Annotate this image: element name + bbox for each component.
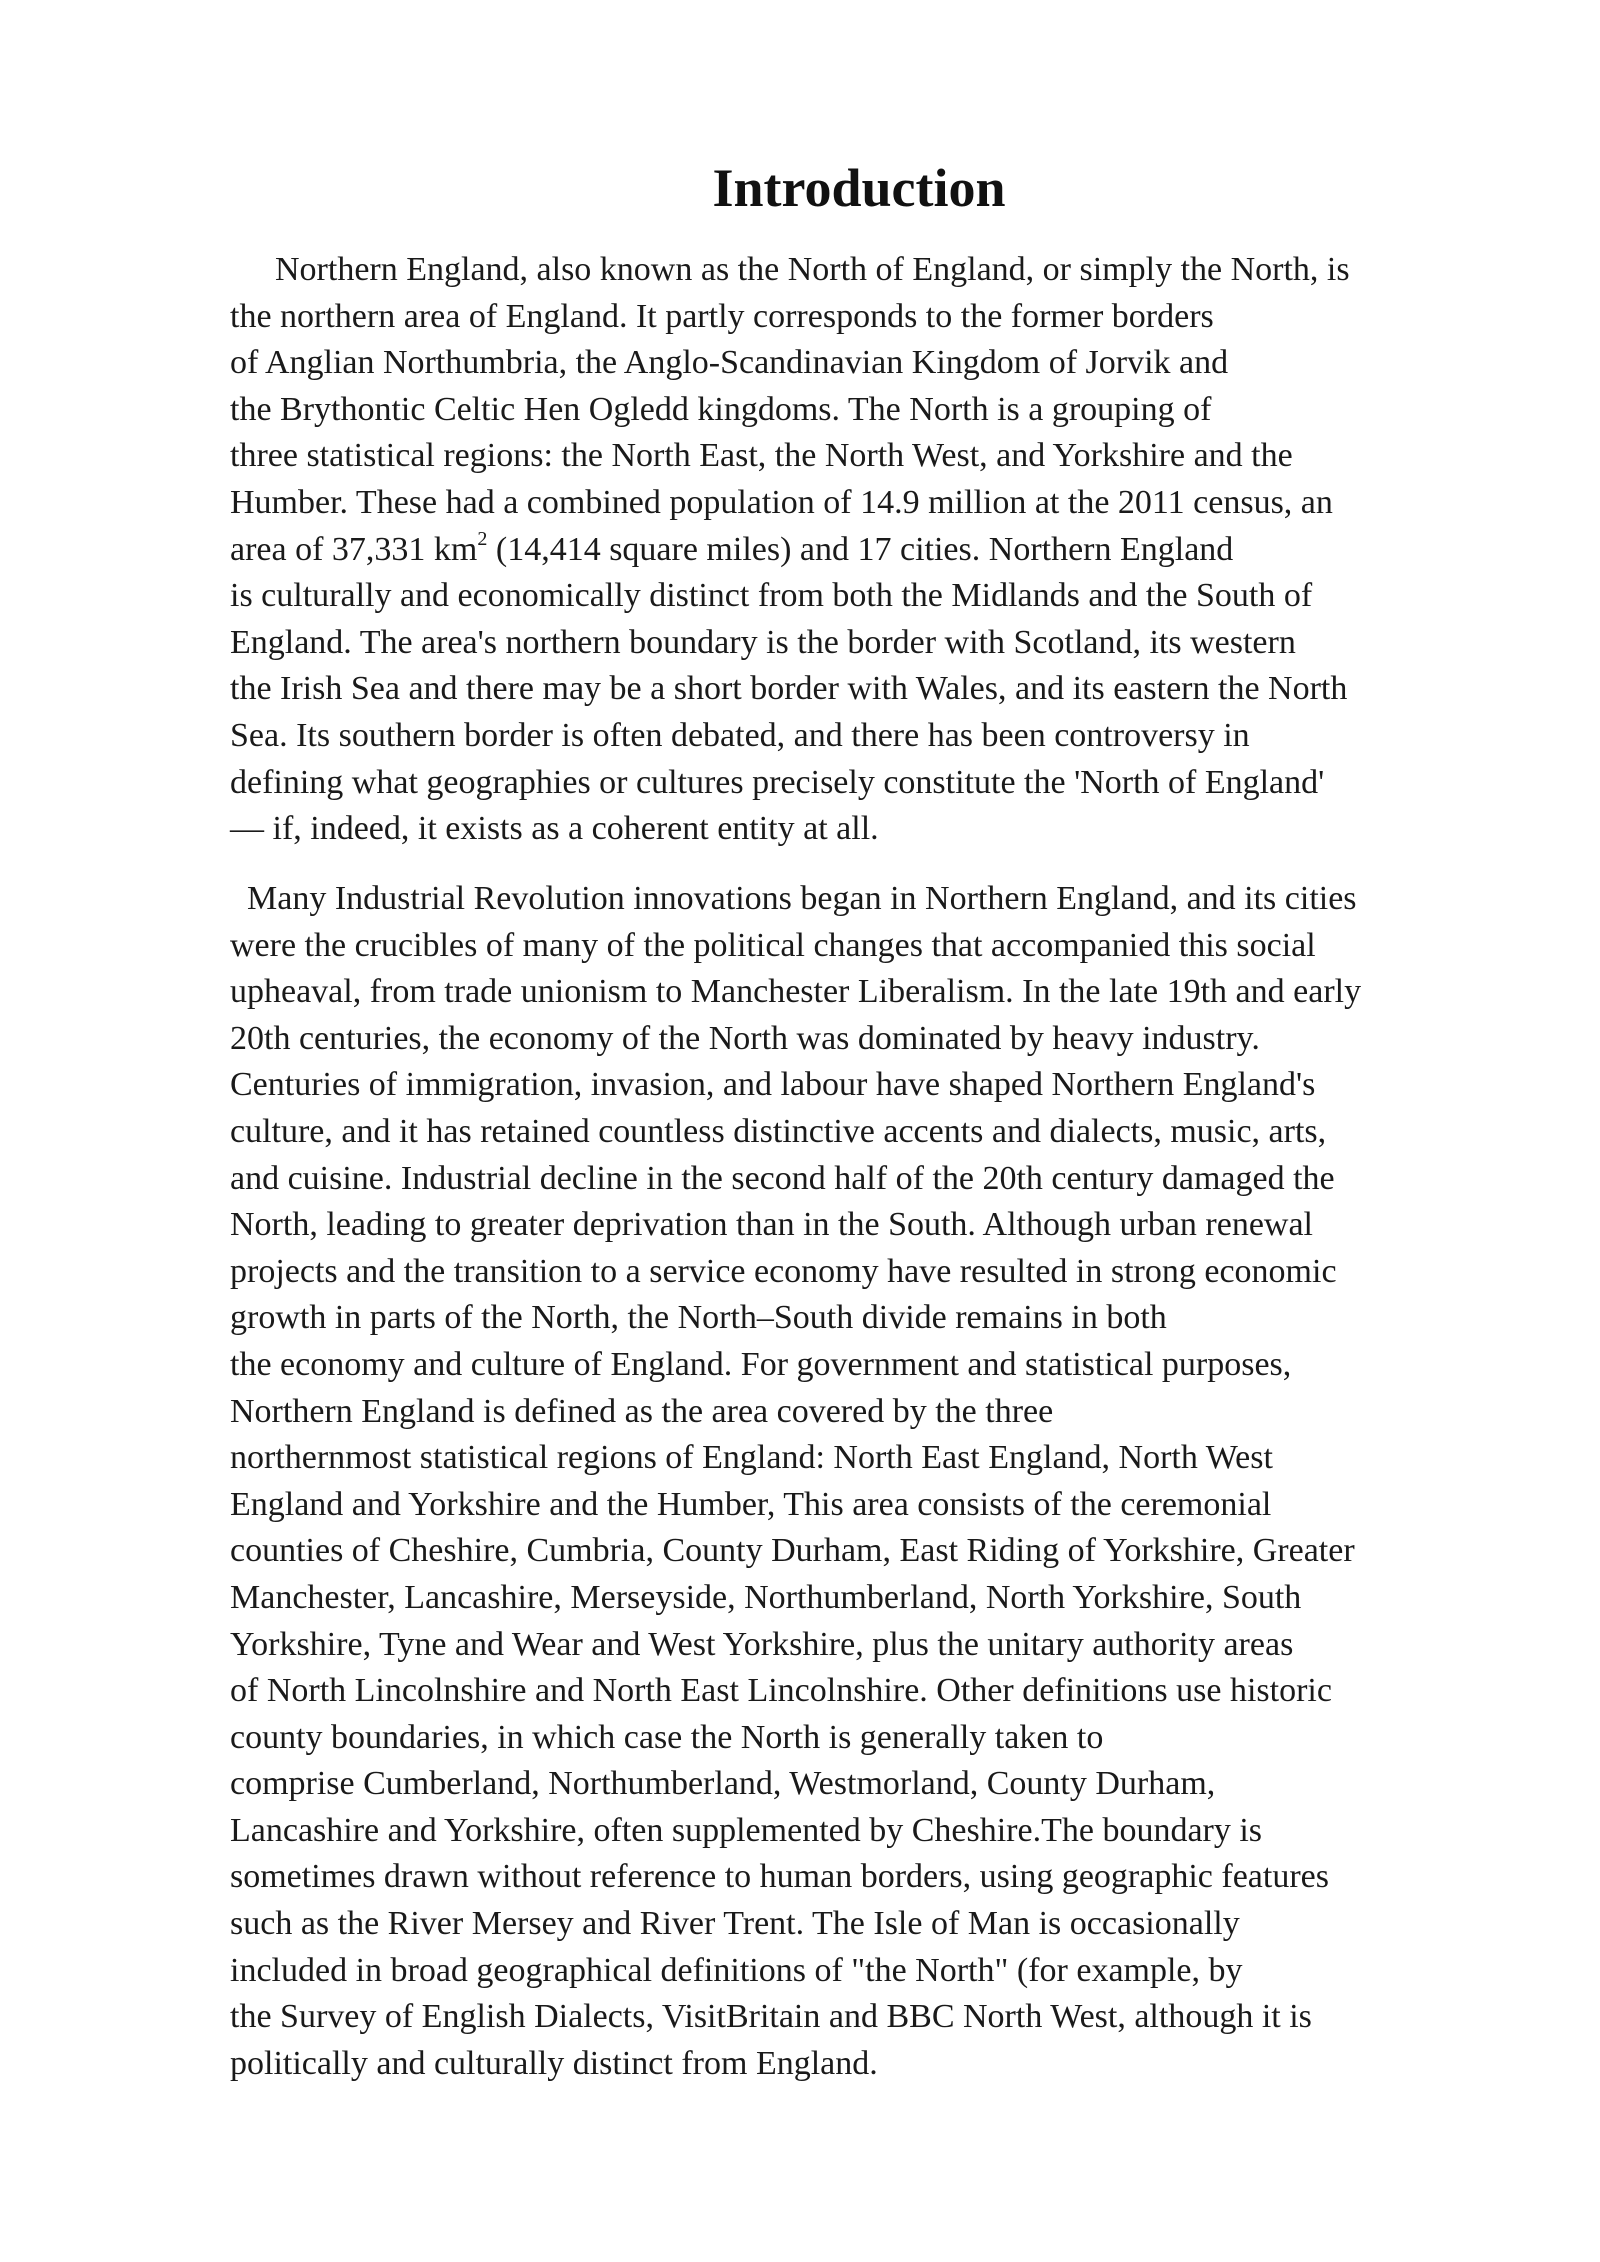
paragraph-line: the Survey of English Dialects, VisitBritain and BBC North West, although it is [230, 1998, 1312, 2036]
paragraph-line: is culturally and economically distinct from both the Midlands and the South of [230, 577, 1313, 615]
paragraph-line: county boundaries, in which case the North is generally taken to [230, 1718, 1104, 1756]
paragraph-line: Yorkshire, Tyne and Wear and West Yorkshire, plus the unitary authority areas [230, 1625, 1294, 1663]
paragraph-line: upheaval, from trade unionism to Manchester Liberalism. In the late 19th and early [230, 973, 1362, 1011]
paragraph-line: northernmost statistical regions of England: North East England, North West [230, 1439, 1273, 1477]
paragraph-line: and cuisine. Industrial decline in the second half of the 20th century damaged the [230, 1159, 1335, 1197]
paragraph-line: culture, and it has retained countless distinctive accents and dialects, music, arts, [230, 1112, 1327, 1150]
paragraph-line: of North Lincolnshire and North East Lincolnshire. Other definitions use historic [230, 1672, 1332, 1710]
paragraph-line: — if, indeed, it exists as a coherent entity at all. [230, 810, 879, 848]
paragraph-line: Sea. Its southern border is often debated, and there has been controversy in [230, 716, 1250, 754]
paragraph-2 [230, 876, 1520, 2087]
paragraph-line: projects and the transition to a service economy have resulted in strong economic [230, 1252, 1337, 1290]
page-title: Introduction [712, 158, 1006, 218]
paragraph-line: North, leading to greater deprivation than in the South. Although urban renewal [230, 1206, 1314, 1244]
paragraph-line: three statistical regions: the North East, the North West, and Yorkshire and the [230, 437, 1293, 475]
paragraph-line: were the crucibles of many of the political changes that accompanied this social [230, 926, 1316, 964]
paragraph-line: Northern England is defined as the area covered by the three [230, 1392, 1054, 1430]
paragraph-line: Centuries of immigration, invasion, and labour have shaped Northern England's [230, 1066, 1316, 1104]
paragraph-line: 20th centuries, the economy of the North was dominated by heavy industry. [230, 1019, 1260, 1057]
area-text-rest: (14,414 square miles) and 17 cities. Northern England [487, 530, 1234, 568]
paragraph-line-area [230, 527, 1520, 574]
paragraph-line: the Irish Sea and there may be a short border with Wales, and its eastern the North [230, 670, 1348, 708]
paragraph-line: the Brythontic Celtic Hen Ogledd kingdoms. The North is a grouping of [230, 390, 1212, 428]
paragraph-line: counties of Cheshire, Cumbria, County Durham, East Riding of Yorkshire, Greater [230, 1532, 1355, 1570]
paragraph-line: comprise Cumberland, Northumberland, Westmorland, County Durham, [230, 1765, 1216, 1803]
paragraph-line: Manchester, Lancashire, Merseyside, Northumberland, North Yorkshire, South [230, 1578, 1302, 1616]
paragraph-line: Humber. These had a combined population of 14.9 million at the 2011 census, an [230, 483, 1333, 521]
paragraph-line: Northern England, also known as the North of England, or simply the North, is [275, 251, 1350, 288]
paragraph-line: England. The area's northern boundary is the border with Scotland, its western [230, 623, 1296, 661]
paragraph-line: the northern area of England. It partly corresponds to the former borders [230, 297, 1214, 335]
paragraph-line: such as the River Mersey and River Trent. The Isle of Man is occasionally [230, 1905, 1240, 1943]
paragraph-line: growth in parts of the North, the North–South divide remains in both [230, 1299, 1167, 1337]
paragraph-line: Many Industrial Revolution innovations began in Northern England, and its cities [230, 880, 1357, 917]
paragraph-1 [230, 247, 1520, 853]
paragraph-line: sometimes drawn without reference to human borders, using geographic features [230, 1858, 1329, 1896]
paragraph-line: of Anglian Northumbria, the Anglo-Scandinavian Kingdom of Jorvik and [230, 344, 1229, 382]
paragraph-line: politically and culturally distinct from England. [230, 2044, 878, 2082]
superscript-2: 2 [477, 528, 488, 551]
area-text: area of 37,331 km [230, 530, 478, 568]
paragraph-line: England and Yorkshire and the Humber, This area consists of the ceremonial [230, 1485, 1272, 1523]
paragraph-line: Lancashire and Yorkshire, often supplemented by Cheshire.The boundary is [230, 1811, 1263, 1849]
paragraph-line: the economy and culture of England. For government and statistical purposes, [230, 1345, 1292, 1383]
paragraph-line: defining what geographies or cultures precisely constitute the 'North of England' [230, 763, 1325, 801]
paragraph-line: included in broad geographical definitions of "the North" (for example, by [230, 1951, 1243, 1989]
